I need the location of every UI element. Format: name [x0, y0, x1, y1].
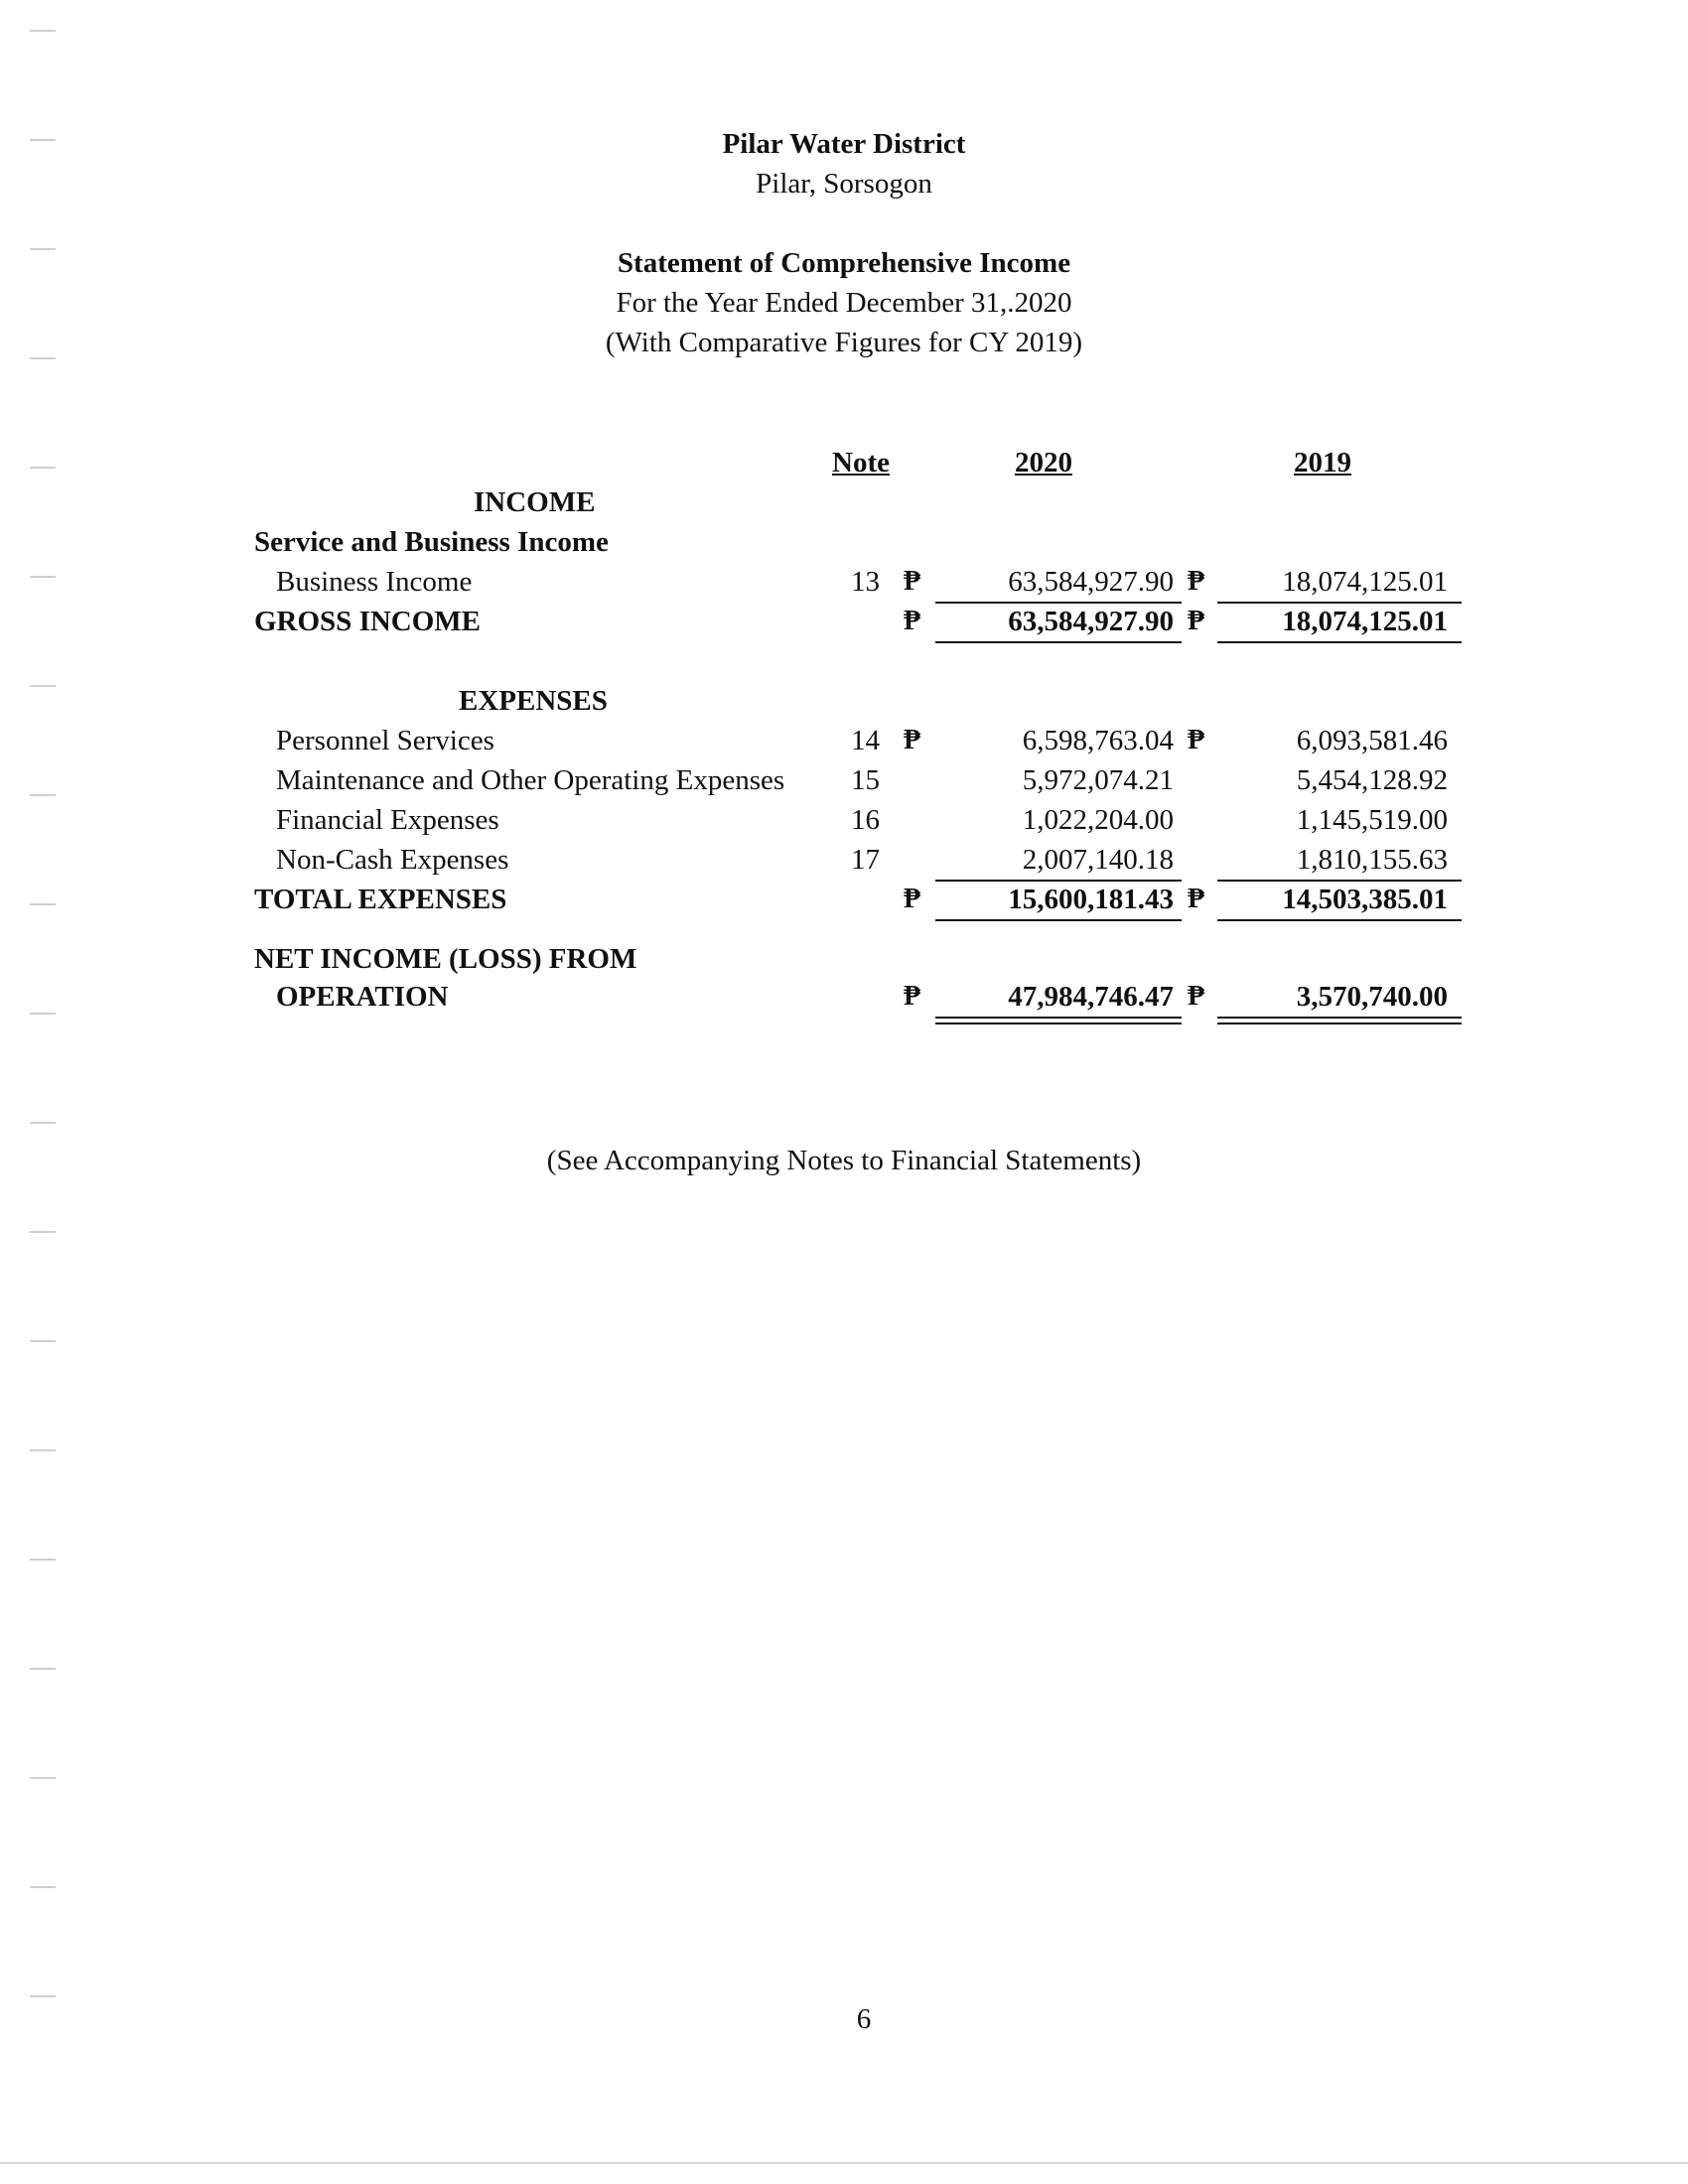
peso-sign: ₱: [904, 884, 921, 914]
hole-mark: [30, 1449, 56, 1451]
statement-title: Statement of Comprehensive Income: [617, 247, 1071, 279]
expense-note: 17: [851, 844, 880, 876]
business-income-label: Business Income: [276, 566, 473, 598]
peso-sign: ₱: [1188, 884, 1205, 914]
total-expenses-2020: 15,600,181.43: [1008, 884, 1174, 915]
peso-sign: ₱: [1188, 981, 1205, 1012]
gross-income-2019: 18,074,125.01: [1282, 606, 1448, 637]
peso-sign: ₱: [904, 725, 921, 755]
comparative-note: (With Comparative Figures for CY 2019): [605, 327, 1083, 358]
hole-mark: [30, 1340, 56, 1342]
accompanying-notes: (See Accompanying Notes to Financial Statements): [546, 1145, 1142, 1176]
business-income-2019: 18,074,125.01: [1282, 566, 1448, 598]
column-2020-heading: 2020: [1015, 447, 1072, 478]
entity-location: Pilar, Sorsogon: [756, 168, 932, 200]
expense-note: 16: [851, 804, 880, 836]
total-expenses-2019: 14,503,385.01: [1282, 884, 1448, 915]
expense-label: Non-Cash Expenses: [276, 844, 509, 876]
gross-income-2020: 63,584,927.90: [1008, 606, 1174, 637]
expense-label: Financial Expenses: [276, 804, 499, 836]
expense-2020: 2,007,140.18: [1022, 844, 1174, 876]
double-underline-rule: [935, 1017, 1182, 1024]
gross-income-label: GROSS INCOME: [254, 606, 482, 637]
hole-mark: [30, 30, 56, 32]
hole-mark: [30, 903, 56, 905]
hole-mark: [30, 467, 56, 469]
hole-mark: [30, 1777, 56, 1779]
column-note-heading: Note: [832, 447, 890, 478]
total-rule: [1217, 919, 1462, 921]
underline-rule: [1217, 602, 1462, 604]
expense-label: Personnel Services: [276, 725, 494, 756]
underline-rule: [1217, 880, 1462, 882]
business-income-2020: 63,584,927.90: [1008, 566, 1174, 598]
underline-rule: [935, 602, 1182, 604]
hole-mark: [30, 1995, 56, 1997]
expense-2020: 5,972,074.21: [1022, 764, 1174, 796]
hole-mark: [30, 1231, 56, 1233]
income-heading: INCOME: [474, 486, 596, 518]
hole-mark: [30, 1886, 56, 1888]
total-rule: [935, 641, 1182, 643]
total-rule: [1217, 641, 1462, 643]
hole-mark: [30, 685, 56, 687]
total-rule: [935, 919, 1182, 921]
page-bottom-edge: [0, 2162, 1688, 2164]
expense-2019: 5,454,128.92: [1296, 764, 1448, 796]
expense-note: 14: [851, 725, 880, 756]
peso-sign: ₱: [1188, 606, 1205, 636]
net-income-2019: 3,570,740.00: [1296, 981, 1448, 1013]
underline-rule: [935, 880, 1182, 882]
net-income-label-line2: OPERATION: [276, 981, 449, 1013]
net-income-2020: 47,984,746.47: [1008, 981, 1174, 1013]
peso-sign: ₱: [904, 981, 921, 1012]
expense-label: Maintenance and Other Operating Expenses: [276, 764, 785, 796]
net-income-label-line1: NET INCOME (LOSS) FROM: [254, 943, 637, 975]
expense-2020: 6,598,763.04: [1022, 725, 1174, 756]
total-expenses-label: TOTAL EXPENSES: [254, 884, 507, 915]
double-underline-rule: [1217, 1017, 1462, 1024]
business-income-note: 13: [851, 566, 880, 598]
peso-sign: ₱: [904, 606, 921, 636]
statement-period: For the Year Ended December 31,.2020: [616, 287, 1072, 319]
expenses-heading: EXPENSES: [459, 685, 608, 717]
expense-2019: 1,810,155.63: [1296, 844, 1448, 876]
expense-2020: 1,022,204.00: [1022, 804, 1174, 836]
expense-2019: 6,093,581.46: [1296, 725, 1448, 756]
hole-mark: [30, 794, 56, 796]
hole-mark: [30, 576, 56, 578]
column-2019-heading: 2019: [1294, 447, 1351, 478]
hole-mark: [30, 1013, 56, 1015]
expense-2019: 1,145,519.00: [1296, 804, 1448, 836]
entity-name: Pilar Water District: [722, 128, 966, 160]
peso-sign: ₱: [1188, 725, 1205, 755]
peso-sign: ₱: [904, 566, 921, 597]
hole-mark: [30, 1668, 56, 1670]
peso-sign: ₱: [1188, 566, 1205, 597]
page-number: 6: [856, 2003, 872, 2035]
hole-mark: [30, 1559, 56, 1561]
income-subheading: Service and Business Income: [254, 526, 609, 558]
hole-mark: [30, 1122, 56, 1124]
expense-note: 15: [851, 764, 880, 796]
